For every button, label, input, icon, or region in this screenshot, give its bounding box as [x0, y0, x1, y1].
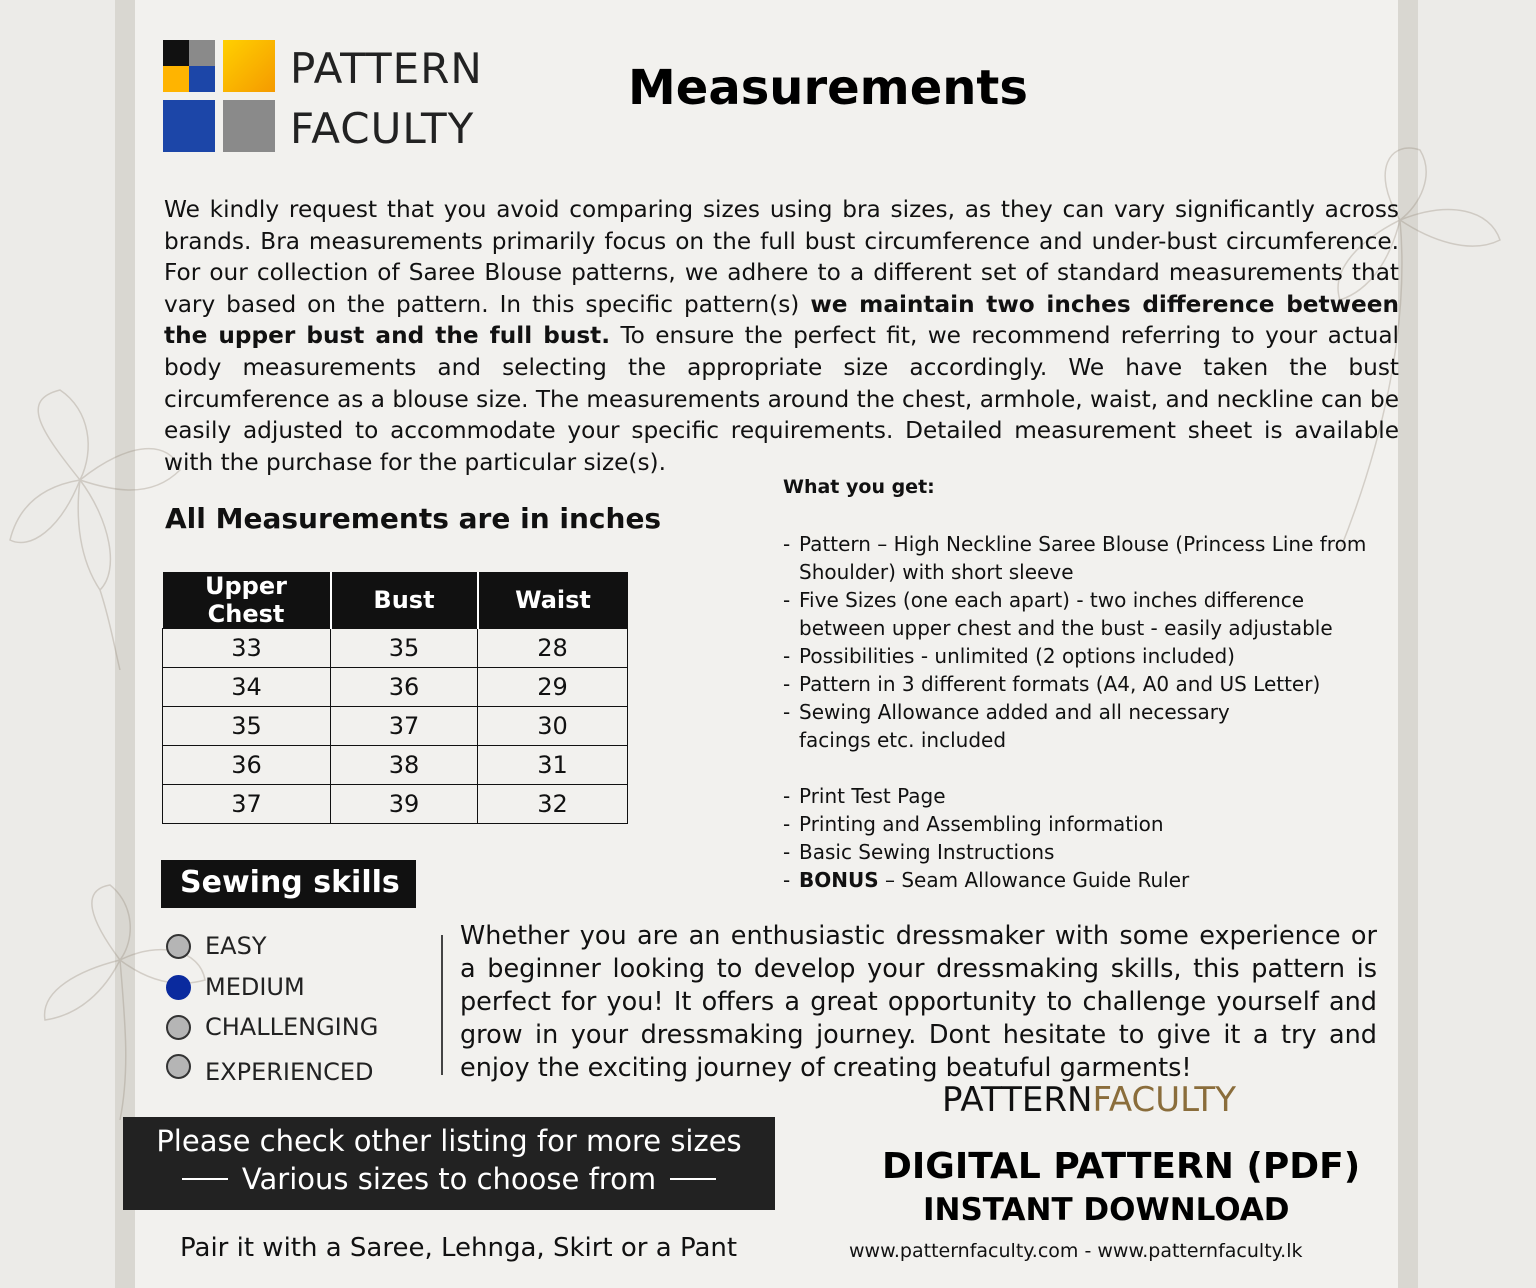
- table-row: [163, 746, 628, 785]
- brand-wordmark: [942, 1080, 1236, 1120]
- list-item-text: Sewing Allowance added and all necessary facings etc. included: [799, 700, 1230, 752]
- list-item-text: Five Sizes (one each apart) - two inches difference between upper chest and the bust - easily adjustable: [799, 588, 1333, 640]
- skill-label: EXPERIENCED: [205, 1058, 374, 1086]
- table-cell: 29: [478, 668, 628, 707]
- intro-text-part2: To ensure the perfect fit, we recommend referring to your actual body measurements and selecting the appropriate size accordingly. We have taken the bust circumference as a blouse size. The measurements around the chest, armhole, waist, and neckline can be easily adjusted to accommodate your specific requirements. Detailed measurement sheet is available with the purchase for the particular size(s).: [164, 322, 1399, 476]
- sewing-skills-badge: Sewing skills: [161, 860, 416, 908]
- logo-square-yellow: [223, 40, 275, 92]
- table-cell: 39: [331, 785, 478, 824]
- bonus-text: – Seam Allowance Guide Ruler: [878, 868, 1190, 892]
- skill-dot-icon: [166, 1015, 191, 1040]
- intro-paragraph: [164, 194, 1399, 478]
- digital-pattern-heading: DIGITAL PATTERN (PDF): [882, 1146, 1361, 1187]
- banner-rule-left: [182, 1178, 228, 1180]
- bonus-item: - BONUS – Seam Allowance Guide Ruler: [783, 868, 1190, 892]
- skill-label: EASY: [205, 932, 267, 960]
- list-item-text: Basic Sewing Instructions: [799, 840, 1055, 864]
- brand-logo: [163, 40, 275, 152]
- skill-dot-icon: [166, 1054, 191, 1079]
- skill-description: Whether you are an enthusiastic dressmaker with some experience or a beginner looking to develop your dressmaking skills, this pattern is perfect for you! It offers a great opportunity to challenge yourself and grow in your dressmaking journey. Dont hesitate to give it a try and enjoy the exciting journey of creating beatuful garments!: [460, 921, 1377, 1083]
- banner-line1: Please check other listing for more sizes: [156, 1124, 742, 1158]
- units-heading: All Measurements are in inches: [165, 502, 662, 535]
- table-header-upper-chest: Upper Chest: [163, 572, 331, 629]
- table-header-waist: Waist: [478, 572, 628, 629]
- logo-square-blue-small: [189, 66, 215, 92]
- list-item: - Sewing Allowance added and all necessary facings etc. included: [783, 698, 1243, 754]
- logo-square-grey: [223, 100, 275, 152]
- list-item: - Print Test Page: [783, 784, 946, 808]
- list-item-text: Printing and Assembling information: [799, 812, 1164, 836]
- table-cell: 37: [331, 707, 478, 746]
- skill-label: CHALLENGING: [205, 1013, 379, 1041]
- table-cell: 31: [478, 746, 628, 785]
- table-cell: 28: [478, 629, 628, 668]
- table-cell: 35: [163, 707, 331, 746]
- table-row: [163, 707, 628, 746]
- table-cell: 37: [163, 785, 331, 824]
- skill-level-easy: [166, 932, 266, 960]
- brand-wordmark-part1: PATTERN: [942, 1080, 1093, 1120]
- list-item: - Pattern – High Neckline Saree Blouse (Princess Line from Shoulder) with short sleeve: [783, 530, 1383, 586]
- brand-name-line2: FACULTY: [290, 104, 475, 153]
- table-cell: 30: [478, 707, 628, 746]
- skill-level-experienced: [166, 1052, 374, 1086]
- what-you-get-list: [783, 530, 1383, 894]
- table-row: [163, 629, 628, 668]
- logo-square-yellow-small: [163, 66, 189, 92]
- table-row: [163, 668, 628, 707]
- list-item: - Possibilities - unlimited (2 options included): [783, 644, 1235, 668]
- table-row: [163, 785, 628, 824]
- instant-download-heading: INSTANT DOWNLOAD: [923, 1192, 1290, 1228]
- pairing-text: Pair it with a Saree, Lehnga, Skirt or a Pant: [180, 1233, 738, 1263]
- intro-text-part1: We kindly request that you avoid comparing sizes using bra sizes, as they can vary significantly across brands. Bra measurements primarily focus on the full bust circumference and under-bust circumference. For our collection of Saree Blouse patterns, we adhere to a different set of standard measurements that vary based on the pattern. In this specific pattern(s): [164, 196, 1399, 318]
- list-item: - Pattern in 3 different formats (A4, A0 and US Letter): [783, 672, 1321, 696]
- table-cell: 32: [478, 785, 628, 824]
- banner-line2-text: Various sizes to choose from: [241, 1162, 657, 1196]
- table-cell: 33: [163, 629, 331, 668]
- list-item-text: Pattern – High Neckline Saree Blouse (Princess Line from Shoulder) with short sleeve: [799, 532, 1367, 584]
- website-links: www.patternfaculty.com - www.patternfaculty.lk: [849, 1240, 1303, 1262]
- list-item-text: Print Test Page: [799, 784, 946, 808]
- list-item-text: Pattern in 3 different formats (A4, A0 and US Letter): [799, 672, 1321, 696]
- skill-dot-icon: [166, 934, 191, 959]
- measurement-table: [162, 572, 628, 824]
- logo-square-black: [163, 40, 189, 66]
- intro-text-bold: we maintain two inches difference between the upper bust and the full bust.: [164, 290, 1399, 350]
- brand-name-line1: PATTERN: [290, 44, 483, 93]
- logo-square-grey-small: [189, 40, 215, 66]
- bonus-label: BONUS: [799, 868, 879, 892]
- list-item: - Five Sizes (one each apart) - two inches difference between upper chest and the bust - easily adjustable: [783, 586, 1383, 642]
- table-cell: 35: [331, 629, 478, 668]
- table-cell: 38: [331, 746, 478, 785]
- brand-wordmark-part2: FACULTY: [1092, 1080, 1236, 1120]
- skill-dot-selected-icon: [166, 975, 191, 1000]
- what-you-get-title: What you get:: [783, 476, 935, 498]
- list-item: - Basic Sewing Instructions: [783, 840, 1055, 864]
- table-cell: 34: [163, 668, 331, 707]
- page-title: Measurements: [628, 60, 1028, 116]
- table-cell: 36: [163, 746, 331, 785]
- skill-level-challenging: [166, 1013, 378, 1041]
- table-header-bust: Bust: [331, 572, 478, 629]
- skill-label: MEDIUM: [205, 973, 305, 1001]
- skill-level-medium: [166, 973, 305, 1001]
- divider-line: [441, 935, 443, 1075]
- list-item: - Printing and Assembling information: [783, 812, 1164, 836]
- table-cell: 36: [331, 668, 478, 707]
- list-item-text: Possibilities - unlimited (2 options included): [799, 644, 1235, 668]
- logo-square-blue: [163, 100, 215, 152]
